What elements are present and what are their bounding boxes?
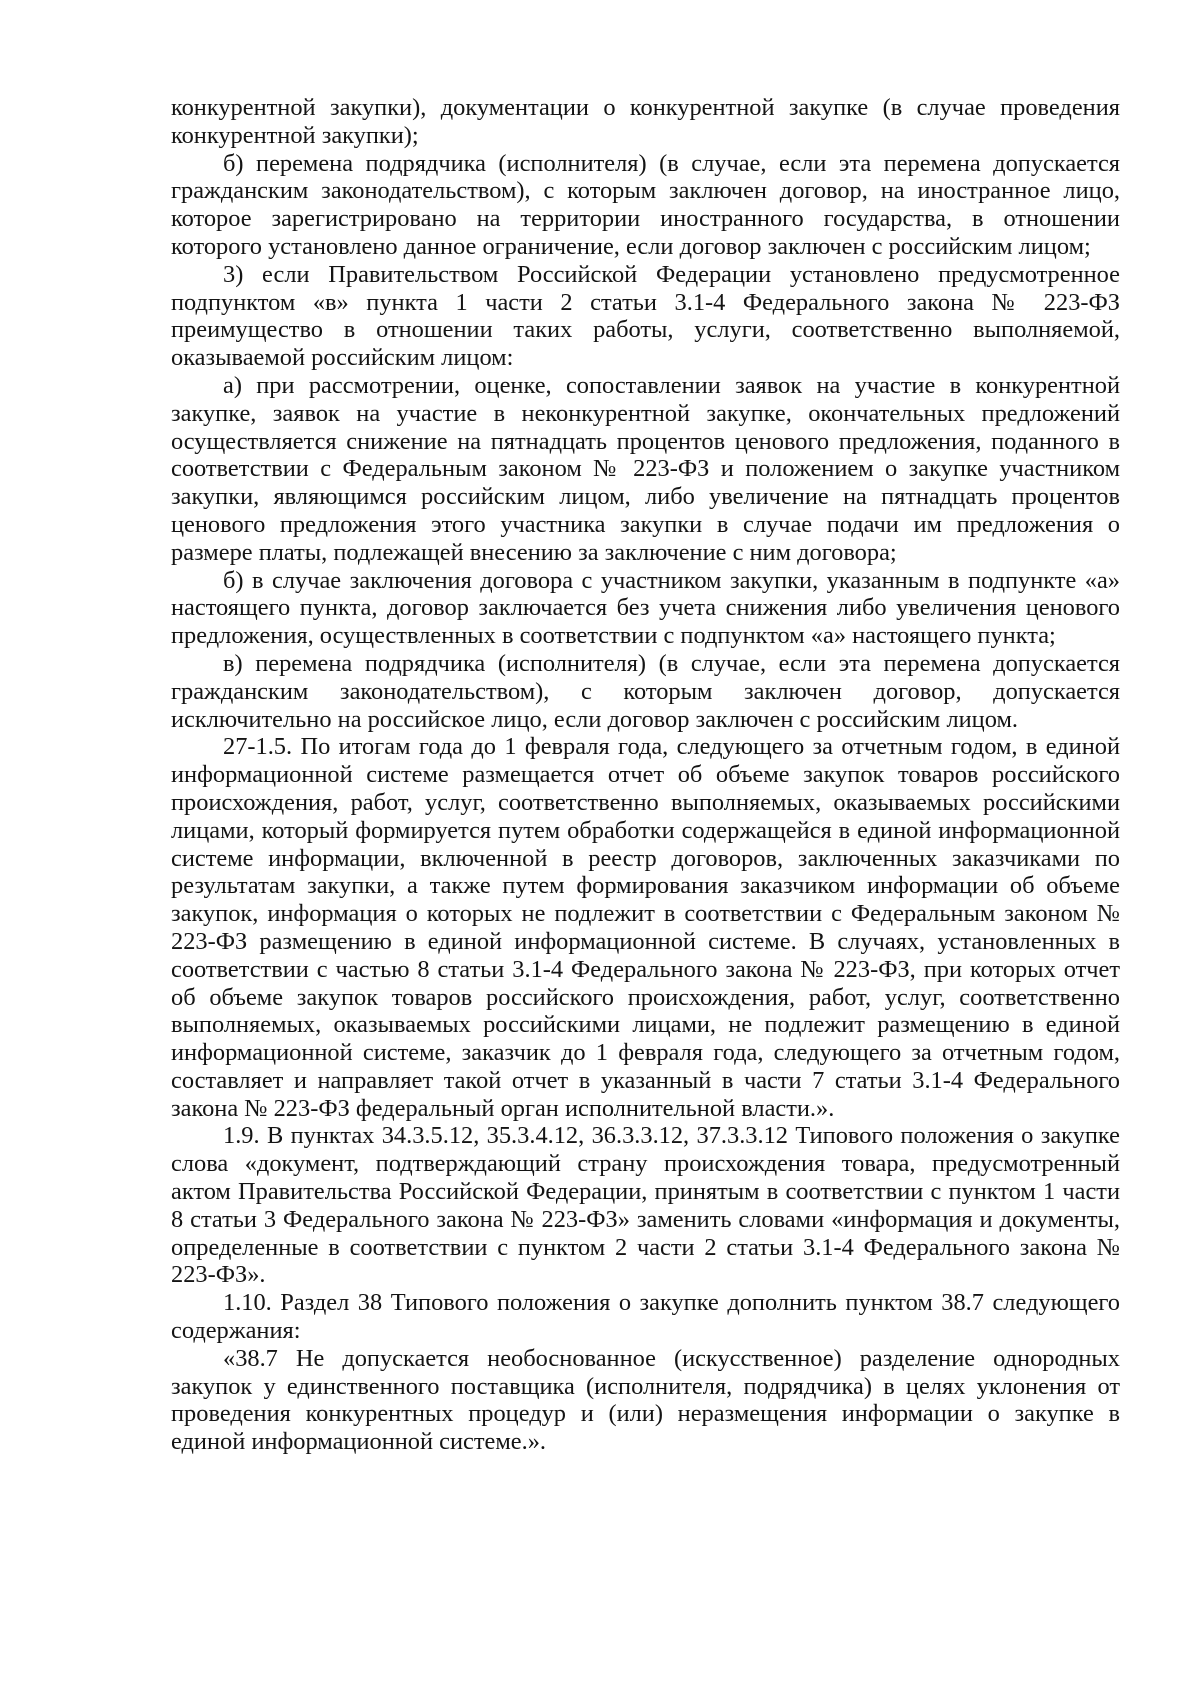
paragraph-procurement-documentation: конкурентной закупки), документации о конкурентной закупке (в случае проведения конкурентной закупки); xyxy=(171,94,1120,149)
paragraph-government-preference: 3) если Правительством Российской Федерации установлено предусмотренное подпунктом «в» пункта 1 части 2 статьи 3.1-4 Федерального закона № 223-ФЗ преимущество в отношении таких работы, услуги, соответственно выполняемой, оказываемой российским лицом: xyxy=(171,260,1120,372)
paragraph-clause-1-10: 1.10. Раздел 38 Типового положения о закупке дополнить пунктом 38.7 следующего содержания: xyxy=(171,1289,1120,1345)
document-page xyxy=(171,94,1120,1456)
paragraph-contractor-change-russian: в) перемена подрядчика (исполнителя) (в случае, если эта перемена допускается гражданским законодательством), с которым заключен договор, допускается исключительно на российское лицо, если договор заключен с российским лицом. xyxy=(171,649,1120,733)
paragraph-contractor-change-foreign: б) перемена подрядчика (исполнителя) (в случае, если эта перемена допускается гражданским законодательством), с которым заключен договор, на иностранное лицо, которое зарегистрировано на территории иностранного государства, в отношении которого установлено данное ограничение, если договор заключен с российским лицом; xyxy=(171,149,1120,260)
paragraph-price-reduction: а) при рассмотрении, оценке, сопоставлении заявок на участие в конкурентной закупке, заявок на участие в неконкурентной закупке, окончательных предложений осуществляется снижение на пятнадцать процентов ценового предложения, поданного в соответствии с Федеральным законом № 223-ФЗ и положением о закупке участником закупки, являющимся российским лицом, либо увеличение на пятнадцать процентов ценового предложения этого участника закупки в случае подачи им предложения о размере платы, подлежащей внесению за заключение с ним договора; xyxy=(171,371,1120,566)
paragraph-contract-conclusion: б) в случае заключения договора с участником закупки, указанным в подпункте «а» настоящего пункта, договор заключается без учета снижения либо увеличения ценового предложения, осуществленных в соответствии с подпунктом «а» настоящего пункта; xyxy=(171,566,1120,650)
paragraph-clause-38-7: «38.7 Не допускается необоснованное (искусственное) разделение однородных закупок у единственного поставщика (исполнителя, подрядчика) в целях уклонения от проведения конкурентных процедур и (или) неразмещения информации о закупке в единой информационной системе.». xyxy=(171,1344,1120,1456)
paragraph-annual-report: 27-1.5. По итогам года до 1 февраля года, следующего за отчетным годом, в единой информационной системе размещается отчет об объеме закупок товаров российского происхождения, работ, услуг, соответственно выполняемых, оказываемых российскими лицами, который формируется путем обработки содержащейся в единой информационной системе информации, включенной в реестр договоров, заключенных заказчиками по результатам закупки, а также путем формирования заказчиком информации об объеме закупок, информация о которых не подлежит в соответствии с Федеральным законом № 223-ФЗ размещению в единой информационной системе. В случаях, установленных в соответствии с частью 8 статьи 3.1-4 Федерального закона № 223-ФЗ, при которых отчет об объеме закупок товаров российского происхождения, работ, услуг, соответственно выполняемых, оказываемых российскими лицами, не подлежит размещению в единой информационной системе, заказчик до 1 февраля года, следующего за отчетным годом, составляет и направляет такой отчет в указанный в части 7 статьи 3.1-4 Федерального закона № 223-ФЗ федеральный орган исполнительной власти.». xyxy=(171,733,1120,1122)
paragraph-clause-1-9: 1.9. В пунктах 34.3.5.12, 35.3.4.12, 36.3.3.12, 37.3.3.12 Типового положения о закупке слова «документ, подтверждающий страну происхождения товара, предусмотренный актом Правительства Российской Федерации, принятым в соответствии с пунктом 1 части 8 статьи 3 Федерального закона № 223-ФЗ» заменить словами «информация и документы, определенные в соответствии с пунктом 2 части 2 статьи 3.1-4 Федерального закона № 223-ФЗ». xyxy=(171,1122,1120,1289)
